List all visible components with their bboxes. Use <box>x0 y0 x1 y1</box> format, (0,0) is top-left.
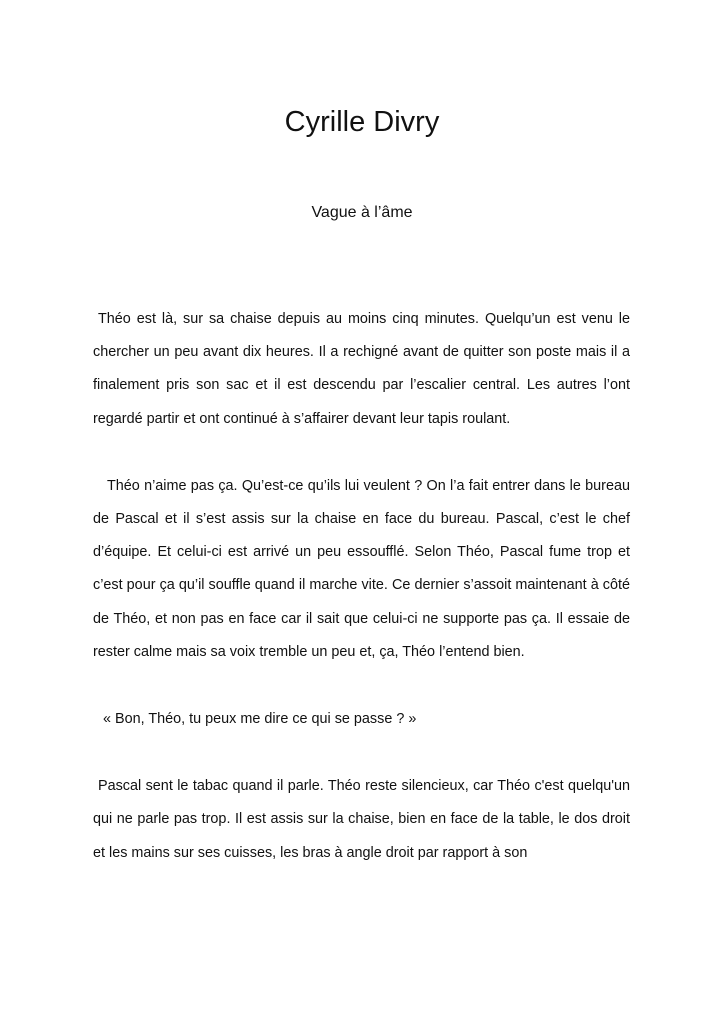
author-name: Cyrille Divry <box>284 106 440 138</box>
paragraph-2: Théo n’aime pas ça. Qu’est-ce qu’ils lui veulent ? On l’a fait entrer dans le bureau de Pascal et il s’est assis sur la chaise en face du bureau. Pascal, c’est le chef d’équipe. Et celui-ci est arrivé un peu essoufflé. Selon Théo, Pascal fume trop et c’est pour ça qu’il souffle quand il marche vite. Ce dernier s’assoit maintenant à côté de Théo, et non pas en face car il sait que celui-ci ne supporte pas ça. Il essaie de rester calme mais sa voix tremble un peu et, ça, Théo l’entend bien. <box>93 477 630 660</box>
story-body <box>93 303 630 870</box>
paragraph-dialogue: « Bon, Théo, tu peux me dire ce qui se passe ? » <box>103 711 417 728</box>
paragraph-1: Théo est là, sur sa chaise depuis au moins cinq minutes. Quelqu’un est venu le chercher un peu avant dix heures. Il a rechigné avant de quitter son poste mais il a finalement pris son sac et il est descendu par l’escalier central. Les autres l’ont regardé partir et ont continué à s’affairer devant leur tapis roulant. <box>93 311 630 427</box>
story-title: Vague à l’âme <box>311 204 413 221</box>
paragraph-4: Pascal sent le tabac quand il parle. Théo reste silencieux, car Théo c'est quelqu'un qui ne parle pas trop. Il est assis sur la chaise, bien en face de la table, le dos droit et les mains sur ses cuisses, les bras à angle droit par rapport à son <box>93 778 630 861</box>
